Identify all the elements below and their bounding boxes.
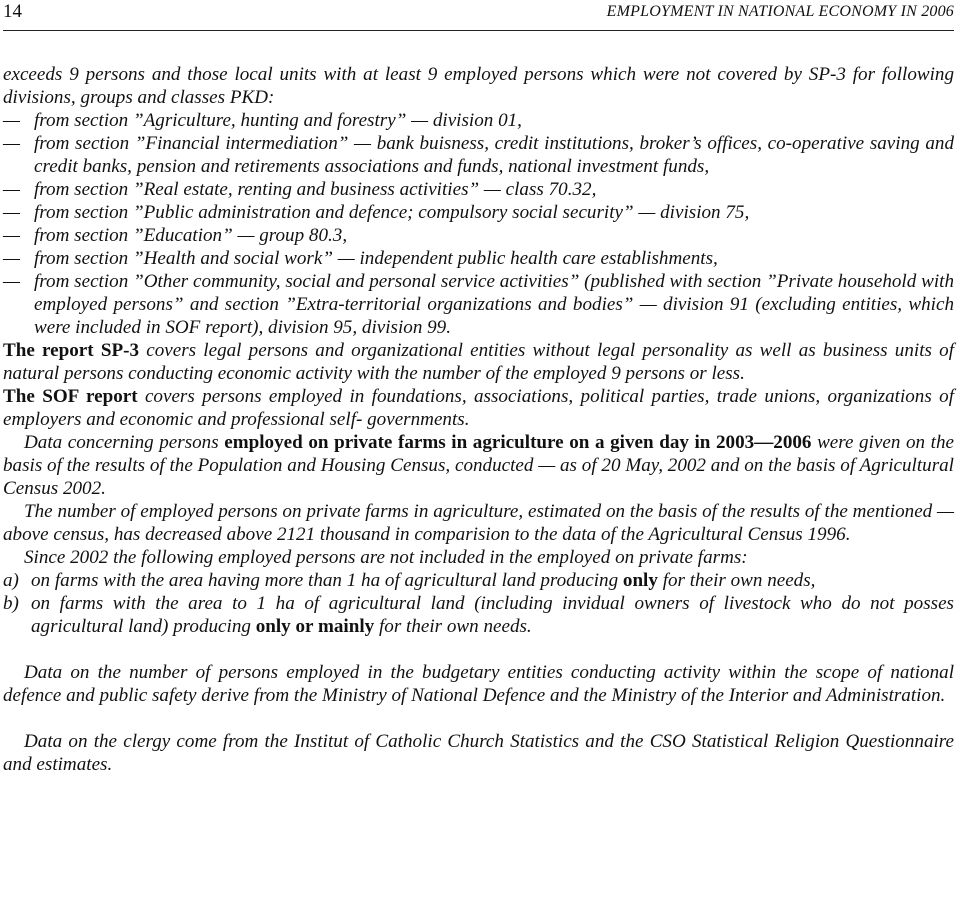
exclusion-emphasis: only — [622, 570, 658, 591]
list-item: — from section ”Agriculture, hunting and forestry” — division 01, — [3, 109, 954, 132]
sof-lead: The SOF report — [3, 386, 138, 407]
farms-text-after: were given on the basis of the results of the Population and Housing Census, conducted — as of 20 May, 2002 and on the basis of Agricultural Census 2002. — [3, 432, 954, 499]
running-title: EMPLOYMENT IN NATIONAL ECONOMY IN 2006 — [606, 3, 954, 20]
intro-paragraph: exceeds 9 persons and those local units with at least 9 employed persons which were not covered by SP-3 for following divisions, groups and classes PKD: — [3, 64, 954, 108]
document-body — [3, 63, 954, 776]
sof-paragraph — [3, 385, 954, 431]
sp3-lead: The report SP-3 — [3, 340, 140, 361]
exclusion-text-before: on farms with the area to 1 ha of agricultural land (including invidual owners of livestock who do not posses agricultural land) producing — [31, 593, 954, 637]
paragraph-spacer — [3, 707, 954, 730]
page-header — [3, 0, 954, 31]
sp3-paragraph — [3, 339, 954, 385]
list-item: — from section ”Public administration and defence; compulsory social security” — division 75, — [3, 201, 954, 224]
list-item — [3, 592, 954, 638]
decrease-paragraph: The number of employed persons on private farms in agriculture, estimated on the basis of the results of the mentioned — above census, has decreased above 2121 thousand in comparision to the data of the Agricultural Census 1996. — [3, 501, 954, 545]
sp3-text: covers legal persons and organizational entities without legal personality as well as business units of natural persons conducting economic activity with the number of the employed 9 persons or less. — [3, 340, 955, 384]
list-item: — from section ”Financial intermediation” — bank buisness, credit institutions, broker’s offices, co-operative saving and credit banks, pension and retirements associations and funds, national investment funds, — [3, 132, 954, 178]
exclusion-text-after: for their own needs. — [374, 616, 532, 637]
exclusion-list — [3, 569, 954, 638]
pkd-section-list — [3, 109, 954, 339]
since-2002-paragraph: Since 2002 the following employed persons are not included in the employed on private farms: — [24, 547, 748, 568]
list-item: — from section ”Other community, social and personal service activities” (published with section ”Private household with employed persons” and section ”Extra-territorial organizations and bodies” — division 91 (excluding entities, which were included in SOF report), division 95, division 99. — [3, 270, 954, 339]
farms-paragraph — [3, 431, 954, 500]
list-item: — from section ”Health and social work” — independent public health care establishments, — [3, 247, 954, 270]
paragraph-spacer — [3, 638, 954, 661]
list-marker: a) — [3, 570, 19, 591]
clergy-paragraph: Data on the clergy come from the Institut of Catholic Church Statistics and the CSO Statistical Religion Questionnaire and estimates. — [3, 731, 954, 775]
exclusion-text-after: for their own needs, — [657, 570, 816, 591]
list-item: — from section ”Education” — group 80.3, — [3, 224, 954, 247]
list-item: — from section ”Real estate, renting and business activities” — class 70.32, — [3, 178, 954, 201]
farms-text-before: Data concerning persons — [24, 432, 225, 453]
list-item — [3, 569, 954, 592]
budgetary-paragraph: Data on the number of persons employed in the budgetary entities conducting activity within the scope of national defence and public safety derive from the Ministry of National Defence and the Ministry of the Interior and Administration. — [3, 662, 954, 706]
farms-emphasis: employed on private farms in agriculture on a given day in 2003—2006 — [224, 432, 812, 453]
exclusion-emphasis: only or mainly — [255, 616, 375, 637]
exclusion-text-before: on farms with the area having more than 1 ha of agricultural land producing — [31, 570, 623, 591]
list-marker: b) — [3, 593, 19, 614]
page-number: 14 — [3, 1, 22, 22]
sof-text: covers persons employed in foundations, associations, political parties, trade unions, organizations of employers and economic and professional self- governments. — [3, 386, 955, 430]
